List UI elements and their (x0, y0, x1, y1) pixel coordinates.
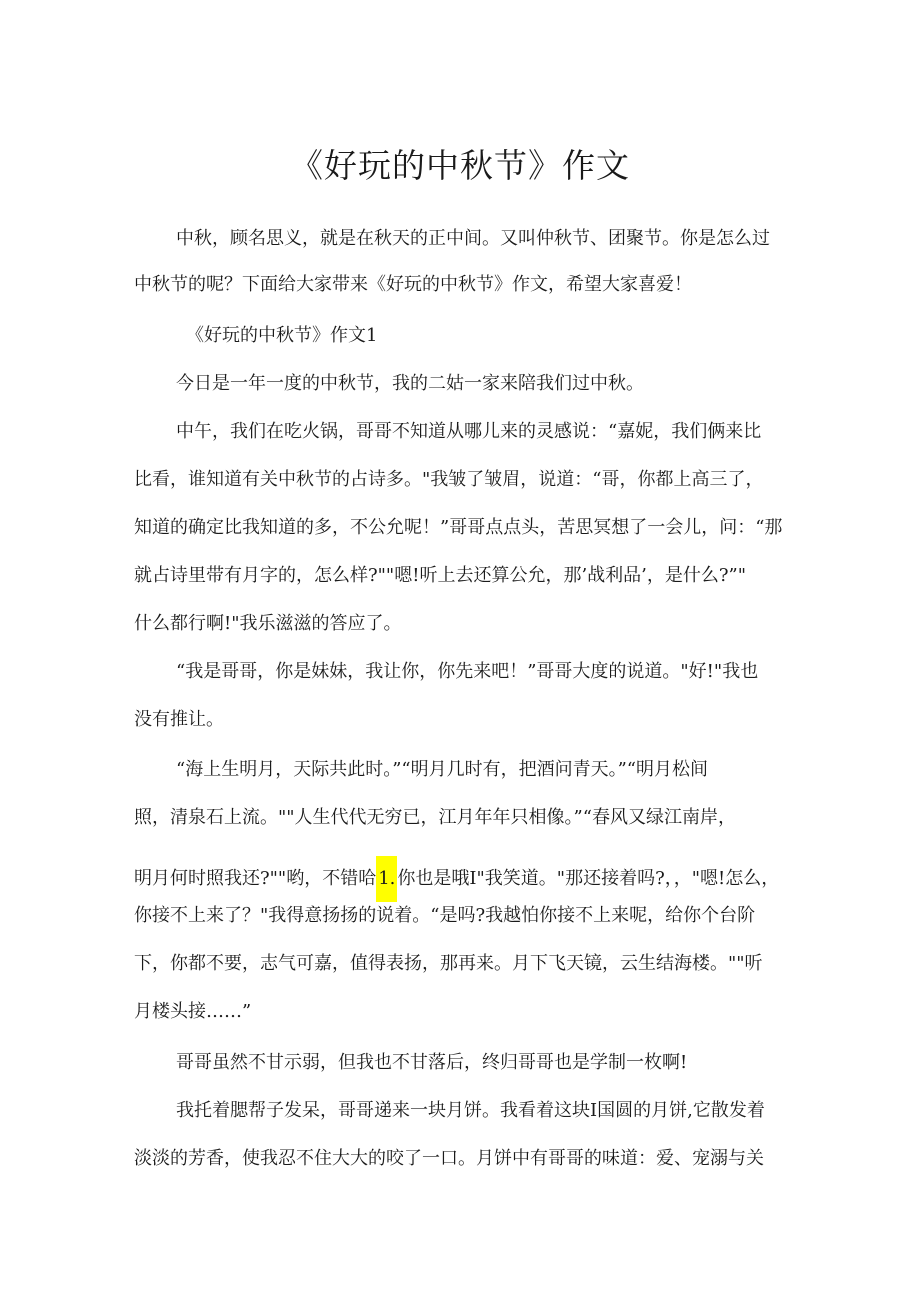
paragraph-line: 中秋，顾名思义，就是在秋天的正中间。又叫仲秋节、团聚节。你是怎么过 (176, 228, 770, 249)
section-heading: 《好玩的中秋节》作文1 (186, 325, 378, 346)
paragraph-line: 比看，谁知道有关中秋节的占诗多。"我皱了皱眉，说道：“哥，你都上高三了， (134, 469, 764, 490)
paragraph-line: 你接不上来了？"我得意扬扬的说着。“是吗?我越怕你接不上来呢，给你个台阶 (134, 905, 756, 926)
paragraph-line: 今日是一年一度的中秋节，我的二姑一家来陪我们过中秋。 (176, 373, 644, 394)
paragraph-line: 淡淡的芳香，使我忍不住大大的咬了一口。月饼中有哥哥的味道：爱、宠溺与关 (134, 1148, 764, 1169)
paragraph-line: 下，你都不要，志气可嘉，值得表扬，那再来。月下飞天镜，云生结海楼。""听 (134, 953, 763, 974)
essay-title: 《好玩的中秋节》作文 (290, 146, 630, 185)
paragraph-line: 中午，我们在吃火锅，哥哥不知道从哪儿来的灵感说：“嘉妮，我们俩来比 (176, 421, 762, 442)
highlighted-text: 1. (376, 856, 397, 902)
paragraph-line (134, 856, 804, 902)
paragraph-line: 哥哥虽然不甘示弱，但我也不甘落后，终归哥哥也是学制一枚啊! (176, 1052, 688, 1073)
paragraph-line: “我是哥哥，你是妹妹，我让你，你先来吧！”哥哥大度的说道。"好!"我也 (176, 661, 759, 682)
paragraph-line: 照，清泉石上流。""人生代代无穷已，江月年年只相像。”“春风又绿江南岸， (134, 807, 736, 828)
text-run: 明月何时照我还?""哟，不错哈 (134, 868, 377, 889)
paragraph-line: 月楼头接……” (134, 1001, 252, 1022)
paragraph-line: 知道的确定比我知道的多，不公允呢！”哥哥点点头，苦思冥想了一会儿，问：“那 (134, 517, 783, 538)
paragraph-line: 就占诗里带有月字的，怎么样?""嗯!听上去还算公允，那’战利品’，是什么?”" (134, 565, 747, 586)
paragraph-line: 中秋节的呢？下面给大家带来《好玩的中秋节》作文，希望大家喜爱！ (134, 274, 692, 295)
paragraph-line: “海上生明月，天际共此时。”“明月几时有，把酒问青天。”“明月松间 (176, 759, 709, 780)
text-run: 你也是哦I"我笑道。"那还接着吗?，，"嗯!怎么， (397, 868, 780, 889)
paragraph-line: 什么都行啊!"我乐滋滋的答应了。 (134, 613, 402, 634)
paragraph-line: 没有推让。 (134, 709, 224, 730)
paragraph-line: 我托着腮帮子发呆，哥哥递来一块月饼。我看着这块I国圆的月饼,它散发着 (176, 1100, 765, 1121)
